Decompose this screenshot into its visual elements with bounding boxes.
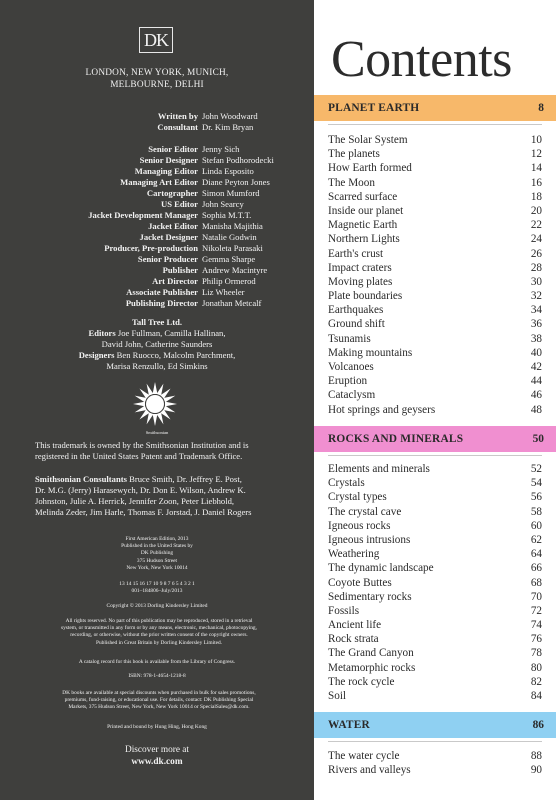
contents-entry[interactable]: Igneous intrusions 62 xyxy=(328,533,542,546)
tall-tree-credits: Tall Tree Ltd. Editors Joe Fullman, Camilla Hallinan, David John, Catherine Saunders Designers Ben Ruocco, Malcolm Parchment, Marisa Renzullo, Ed Simkins xyxy=(78,317,236,371)
credit-row: Managing Art Editor Diane Peyton Jones xyxy=(120,177,270,187)
contents-entry[interactable]: Ground shift 36 xyxy=(328,318,542,331)
discover-more: Discover more at www.dk.com xyxy=(0,744,314,768)
credit-row: Producer, Pre-production Nikoleta Parasaki xyxy=(104,243,263,253)
section-divider xyxy=(328,124,542,125)
credit-row: Jacket Development Manager Sophia M.T.T. xyxy=(88,210,252,220)
contents-entry[interactable]: Ancient life 74 xyxy=(328,619,542,632)
contents-entry[interactable]: The crystal cave 58 xyxy=(328,505,542,518)
credit-row: Art Director Philip Ormerod xyxy=(152,276,256,286)
contents-entry[interactable]: Northern Lights 24 xyxy=(328,233,542,246)
section-divider xyxy=(328,455,542,456)
section-header[interactable]: ROCKS AND MINERALS 50 xyxy=(314,426,556,452)
contents-entry[interactable]: The Moon 16 xyxy=(328,176,542,189)
contents-entry[interactable]: Magnetic Earth 22 xyxy=(328,219,542,232)
isbn: ISBN: 978-1-4654-1218-8 xyxy=(128,673,186,679)
edition-info: First American Edition, 2013 Published in the United States by DK Publishing 375 Hudson Street New York, New York 10014 xyxy=(121,536,193,571)
contents-entry[interactable]: Inside our planet 20 xyxy=(328,204,542,217)
catalog-record: A catalog record for this book is available from the Library of Congress. xyxy=(78,659,236,665)
contents-entry[interactable]: Sedimentary rocks 70 xyxy=(328,590,542,603)
contents-list xyxy=(328,749,542,777)
contents-entry[interactable]: Eruption 44 xyxy=(328,375,542,388)
section-header[interactable]: WATER 86 xyxy=(314,712,556,738)
section-header[interactable]: PLANET EARTH 8 xyxy=(314,95,556,121)
page-title: Contents xyxy=(331,31,512,88)
contents-entry[interactable]: Rivers and valleys 90 xyxy=(328,764,542,777)
contents-entry[interactable]: Making mountains 40 xyxy=(328,346,542,359)
printed-by: Printed and bound by Hung Hing, Hong Kong xyxy=(107,724,207,730)
contents-entry[interactable]: Rock strata 76 xyxy=(328,633,542,646)
contents-entry[interactable]: Weathering 64 xyxy=(328,548,542,561)
contents-entry[interactable]: The Grand Canyon 78 xyxy=(328,647,542,660)
contents-entry[interactable]: Moving plates 30 xyxy=(328,275,542,288)
credit-row: Publisher Andrew Macintyre xyxy=(162,265,268,275)
contents-entry[interactable]: Soil 84 xyxy=(328,690,542,702)
contents-entry[interactable]: Crystals 54 xyxy=(328,477,542,490)
contents-entry[interactable]: How Earth formed 14 xyxy=(328,162,542,175)
contents-entry[interactable]: Fossils 72 xyxy=(328,604,542,617)
credit-row: Publishing Director Jonathan Metcalf xyxy=(125,298,262,308)
contents-entry[interactable]: The dynamic landscape 66 xyxy=(328,562,542,575)
contents-entry[interactable]: Scarred surface 18 xyxy=(328,190,542,203)
credit-row: Consultant Dr. Kim Bryan xyxy=(157,122,254,132)
contents-entry[interactable]: Earth's crust 26 xyxy=(328,247,542,260)
credit-row: Cartographer Simon Mumford xyxy=(146,188,260,198)
dk-logo: DK xyxy=(139,27,173,53)
credit-row: Senior Designer Stefan Podhorodecki xyxy=(139,155,274,165)
credit-row: US Editor John Searcy xyxy=(160,199,244,209)
credit-row: Jacket Designer Natalie Godwin xyxy=(139,232,257,242)
contents-entry[interactable]: Elements and minerals 52 xyxy=(328,463,542,475)
contents-entry[interactable]: Crystal types 56 xyxy=(328,491,542,504)
contents-entry[interactable]: Metamorphic rocks 80 xyxy=(328,661,542,674)
contents-entry[interactable]: Igneous rocks 60 xyxy=(328,519,542,532)
contents-entry[interactable]: Plate boundaries 32 xyxy=(328,290,542,303)
smithsonian-consultants: Smithsonian Consultants Bruce Smith, Dr. Jeffrey E. Post, Dr. M.G. (Jerry) Harasewych, Dr. Don E. Wilson, Andrew K. Johnston, Julie A. Herrick, Jennifer Zoon, Peter Liebhold, Melinda Zeder, Jim Harle, Thomas F. Jorstad, J. Daniel Rogers xyxy=(35,474,252,517)
contents-entry[interactable]: Volcanoes 42 xyxy=(328,361,542,373)
contents-list xyxy=(328,133,542,417)
website-link[interactable]: www.dk.com xyxy=(131,757,183,767)
contents-entry[interactable]: Tsunamis 38 xyxy=(328,332,542,345)
special-sales: DK books are available at special discounts when purchased in bulk for sales promotions, premiums, fund-raising, or educational use. For details, contact: DK Publishing Special Markets, 375 Hudson Street, New York, New York 10014 or SpecialSales@dk.com. xyxy=(62,690,256,711)
contents-entry[interactable]: Impact craters 28 xyxy=(328,261,542,274)
rights-notice: All rights reserved. No part of this publication may be reproduced, stored in a retrieval system, or transmitted in any form or by any means, electronic, mechanical, photocopying, recording, or otherwise, without the prior written consent of the copyright owners. Published in Great Britain by Dorling Kindersley Limited. xyxy=(61,618,257,646)
contents-entry[interactable]: The Solar System 10 xyxy=(328,134,542,146)
contents-entry[interactable]: Hot springs and geysers 48 xyxy=(328,403,542,416)
printing-line: 13 14 15 16 17 10 9 8 7 6 5 4 3 2 1 001–184806–July/2013 xyxy=(119,581,195,595)
contents-list xyxy=(328,462,542,703)
contents-entry[interactable]: Earthquakes 34 xyxy=(328,304,542,317)
contents-entry[interactable]: The planets 12 xyxy=(328,148,542,161)
credit-row: Jacket Editor Manisha Majithia xyxy=(148,221,263,231)
copyright: Copyright © 2013 Dorling Kindersley Limited xyxy=(106,603,208,609)
contents-entry[interactable]: The rock cycle 82 xyxy=(328,675,542,688)
publisher-cities: LONDON, NEW YORK, MUNICH, MELBOURNE, DELHI xyxy=(85,68,229,90)
contents-entry[interactable]: The water cycle 88 xyxy=(328,750,542,762)
credit-row: Senior Producer Gemma Sharpe xyxy=(137,254,256,264)
credit-row: Written by John Woodward xyxy=(157,111,258,121)
contents-entry[interactable]: Coyote Buttes 68 xyxy=(328,576,542,589)
smithsonian-label: Smithsonian xyxy=(145,430,169,435)
section-divider xyxy=(328,741,542,742)
smithsonian-sun-logo xyxy=(131,380,179,428)
contents-entry[interactable]: Cataclysm 46 xyxy=(328,389,542,402)
credit-row: Associate Publisher Liz Wheeler xyxy=(126,287,245,297)
credits-block xyxy=(44,111,314,309)
credit-row: Senior Editor Jenny Sich xyxy=(148,144,240,154)
trademark-notice: This trademark is owned by the Smithsonian Institution and is registered in the United States Patent and Trademark Office. xyxy=(35,440,249,461)
credit-row: Managing Editor Linda Esposito xyxy=(134,166,254,176)
